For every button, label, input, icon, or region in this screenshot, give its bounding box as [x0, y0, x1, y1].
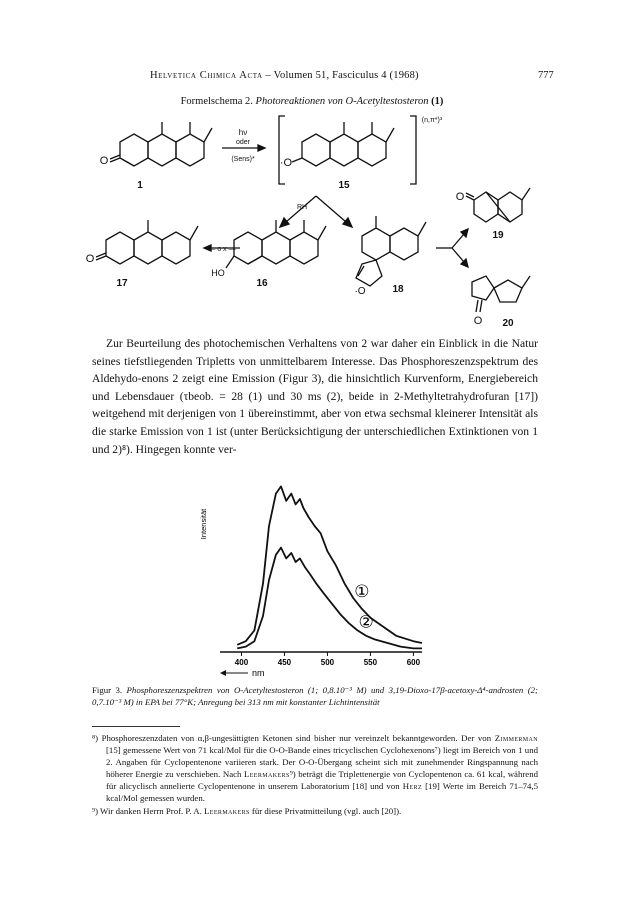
label-compound-1: 1	[137, 180, 143, 191]
label-compound-17: 17	[116, 278, 128, 289]
author-leermakers: Leermakers	[243, 769, 290, 779]
series-label-2: ②	[358, 612, 374, 632]
label-sens: (Sens)*	[231, 156, 255, 163]
footnote-8-mark: ⁸)	[92, 733, 98, 743]
label-rh: RH	[296, 204, 308, 211]
structure-16	[226, 220, 326, 268]
y-axis-label: Intensität	[199, 508, 208, 540]
label-oxygen-1: O	[99, 155, 109, 167]
x-tick-label-500: 500	[320, 658, 335, 667]
scheme-caption-prefix: Formelschema 2.	[180, 96, 253, 107]
chart-series	[237, 486, 422, 648]
label-hv: hν	[238, 128, 248, 137]
label-oder: oder	[235, 139, 251, 146]
footnote-9-text-a: Wir danken Herrn Prof. P. A.	[100, 806, 205, 816]
label-oxygen-radical-15: ·O	[279, 157, 293, 169]
structure-17	[96, 220, 198, 264]
footnote-8-text-d: [19] Werte im Bereich 71–74,5 kcal/Mol gemessen wurden.	[106, 781, 538, 803]
footnote-8-text-a: Phosphoreszenzdaten von α,β-ungesättigten Ketonen sind bisher nur vereinzelt bekanntgeworden. Der von	[101, 733, 495, 743]
author-herz: Herz	[402, 781, 423, 791]
label-compound-20: 20	[502, 318, 514, 329]
footnote-9-text-b: für diese Privatmitteilung (vgl. auch [20]).	[249, 806, 402, 816]
structure-19	[466, 188, 530, 222]
label-compound-19: 19	[492, 230, 504, 241]
author-leermakers-2: Leermakers	[204, 806, 250, 816]
label-compound-16: 16	[256, 278, 268, 289]
structure-20	[472, 276, 530, 312]
footnote-8-text-b: [15] gemessene Wert von 71 kcal/Mol für die O-O-Bande eines tricyclischen Cyclohexenons⁷) liegt im Bereich von 1 und 2. Angaben für Cyclopentenone variieren stark. Der O-O-Übergang scheint sich mit zunehmender Ringspannung nach höherer Energie zu verschieben. Nach	[106, 745, 538, 779]
label-ox: — o x —	[208, 246, 236, 253]
label-oxygen-radical-18: ·O	[354, 286, 366, 297]
label-oxygen-20: O	[473, 315, 483, 327]
phosphorescence-chart	[190, 464, 430, 682]
footnote-8-text-c: ⁹) beträgt die Triplettenergie von Cyclopentenon ca. 61 kcal, während für alicyclisch annelierte Cyclopentenone in unserem Laboratorium [18] und von	[106, 769, 538, 791]
footnotes	[92, 732, 538, 818]
label-compound-15: 15	[338, 180, 350, 191]
x-tick-label-400: 400	[234, 658, 249, 667]
label-compound-18: 18	[392, 284, 404, 295]
x-tick-label-600: 600	[406, 658, 421, 667]
scheme-caption-compound: (1)	[431, 96, 444, 107]
x-tick-label-450: 450	[277, 658, 292, 667]
structure-18	[356, 216, 426, 286]
label-oxygen-19: O	[455, 191, 465, 203]
x-axis-label: nm	[252, 668, 265, 678]
figure-caption-text: Phosphoreszenzspektren von O-Acetyltestosteron (1; 0,8.10⁻³ M) und 3,19-Dioxo-17β-acetoxy-Δ⁴-androsten (2; 0,7.10⁻³ M) in EPA bei 77°K; Anregung bei 313 nm mit konstanter Lichtintensität	[92, 685, 538, 707]
label-hydroxy-16: HO	[211, 268, 225, 278]
footnote-rule	[92, 726, 180, 727]
reaction-scheme	[80, 104, 550, 336]
footnote-8	[92, 732, 538, 804]
chart-ticks	[235, 652, 421, 667]
x-axis-arrow	[220, 670, 248, 676]
structure-15	[292, 122, 394, 166]
label-oxygen-17: O	[85, 253, 95, 265]
page-number: 777	[538, 70, 554, 81]
label-triplet-state: (n,π*)³	[421, 117, 443, 124]
footnote-9	[92, 805, 538, 817]
journal-volume: – Volumen 51, Fasciculus 4 (1968)	[262, 70, 419, 81]
figure-caption	[92, 684, 538, 708]
series-line-1	[237, 486, 422, 644]
figure-caption-lead: Figur 3.	[92, 685, 123, 695]
author-zimmerman: Zimmerman	[494, 733, 539, 743]
structure-1	[110, 122, 212, 166]
journal-name: Helvetica Chimica Acta	[150, 70, 263, 81]
body-paragraph: Zur Beurteilung des photochemischen Verhaltens von 2 war daher ein Einblick in die Natur seines tiefstliegenden Tripletts von unmittelbarem Interesse. Das Phosphoreszenzspektrum des Aldehydo-enons 2 zeigt eine Emission (Figur 3), die hinsichtlich Kurvenform, Energiebereich und Lebensdauer (τbeob. = 28 (1) und 30 ms (2), beide in 2-Methyltetrahydrofuran [17]) weitgehend mit derjenigen von 1 übereinstimmt, aber von etwa sechsmal kleinerer Intensität als die starke Emission von 1 ist (unter Berücksichtigung der unterschiedlichen Extinktionen von 1 und 2)⁸). Hingegen konnte ver-	[92, 337, 538, 456]
x-tick-label-550: 550	[363, 658, 378, 667]
scheme-caption-title: Photoreaktionen von O-Acetyltestosteron	[255, 96, 429, 107]
footnote-9-mark: ⁹)	[92, 806, 98, 816]
body-text	[92, 335, 538, 458]
series-label-1: ①	[354, 581, 370, 601]
